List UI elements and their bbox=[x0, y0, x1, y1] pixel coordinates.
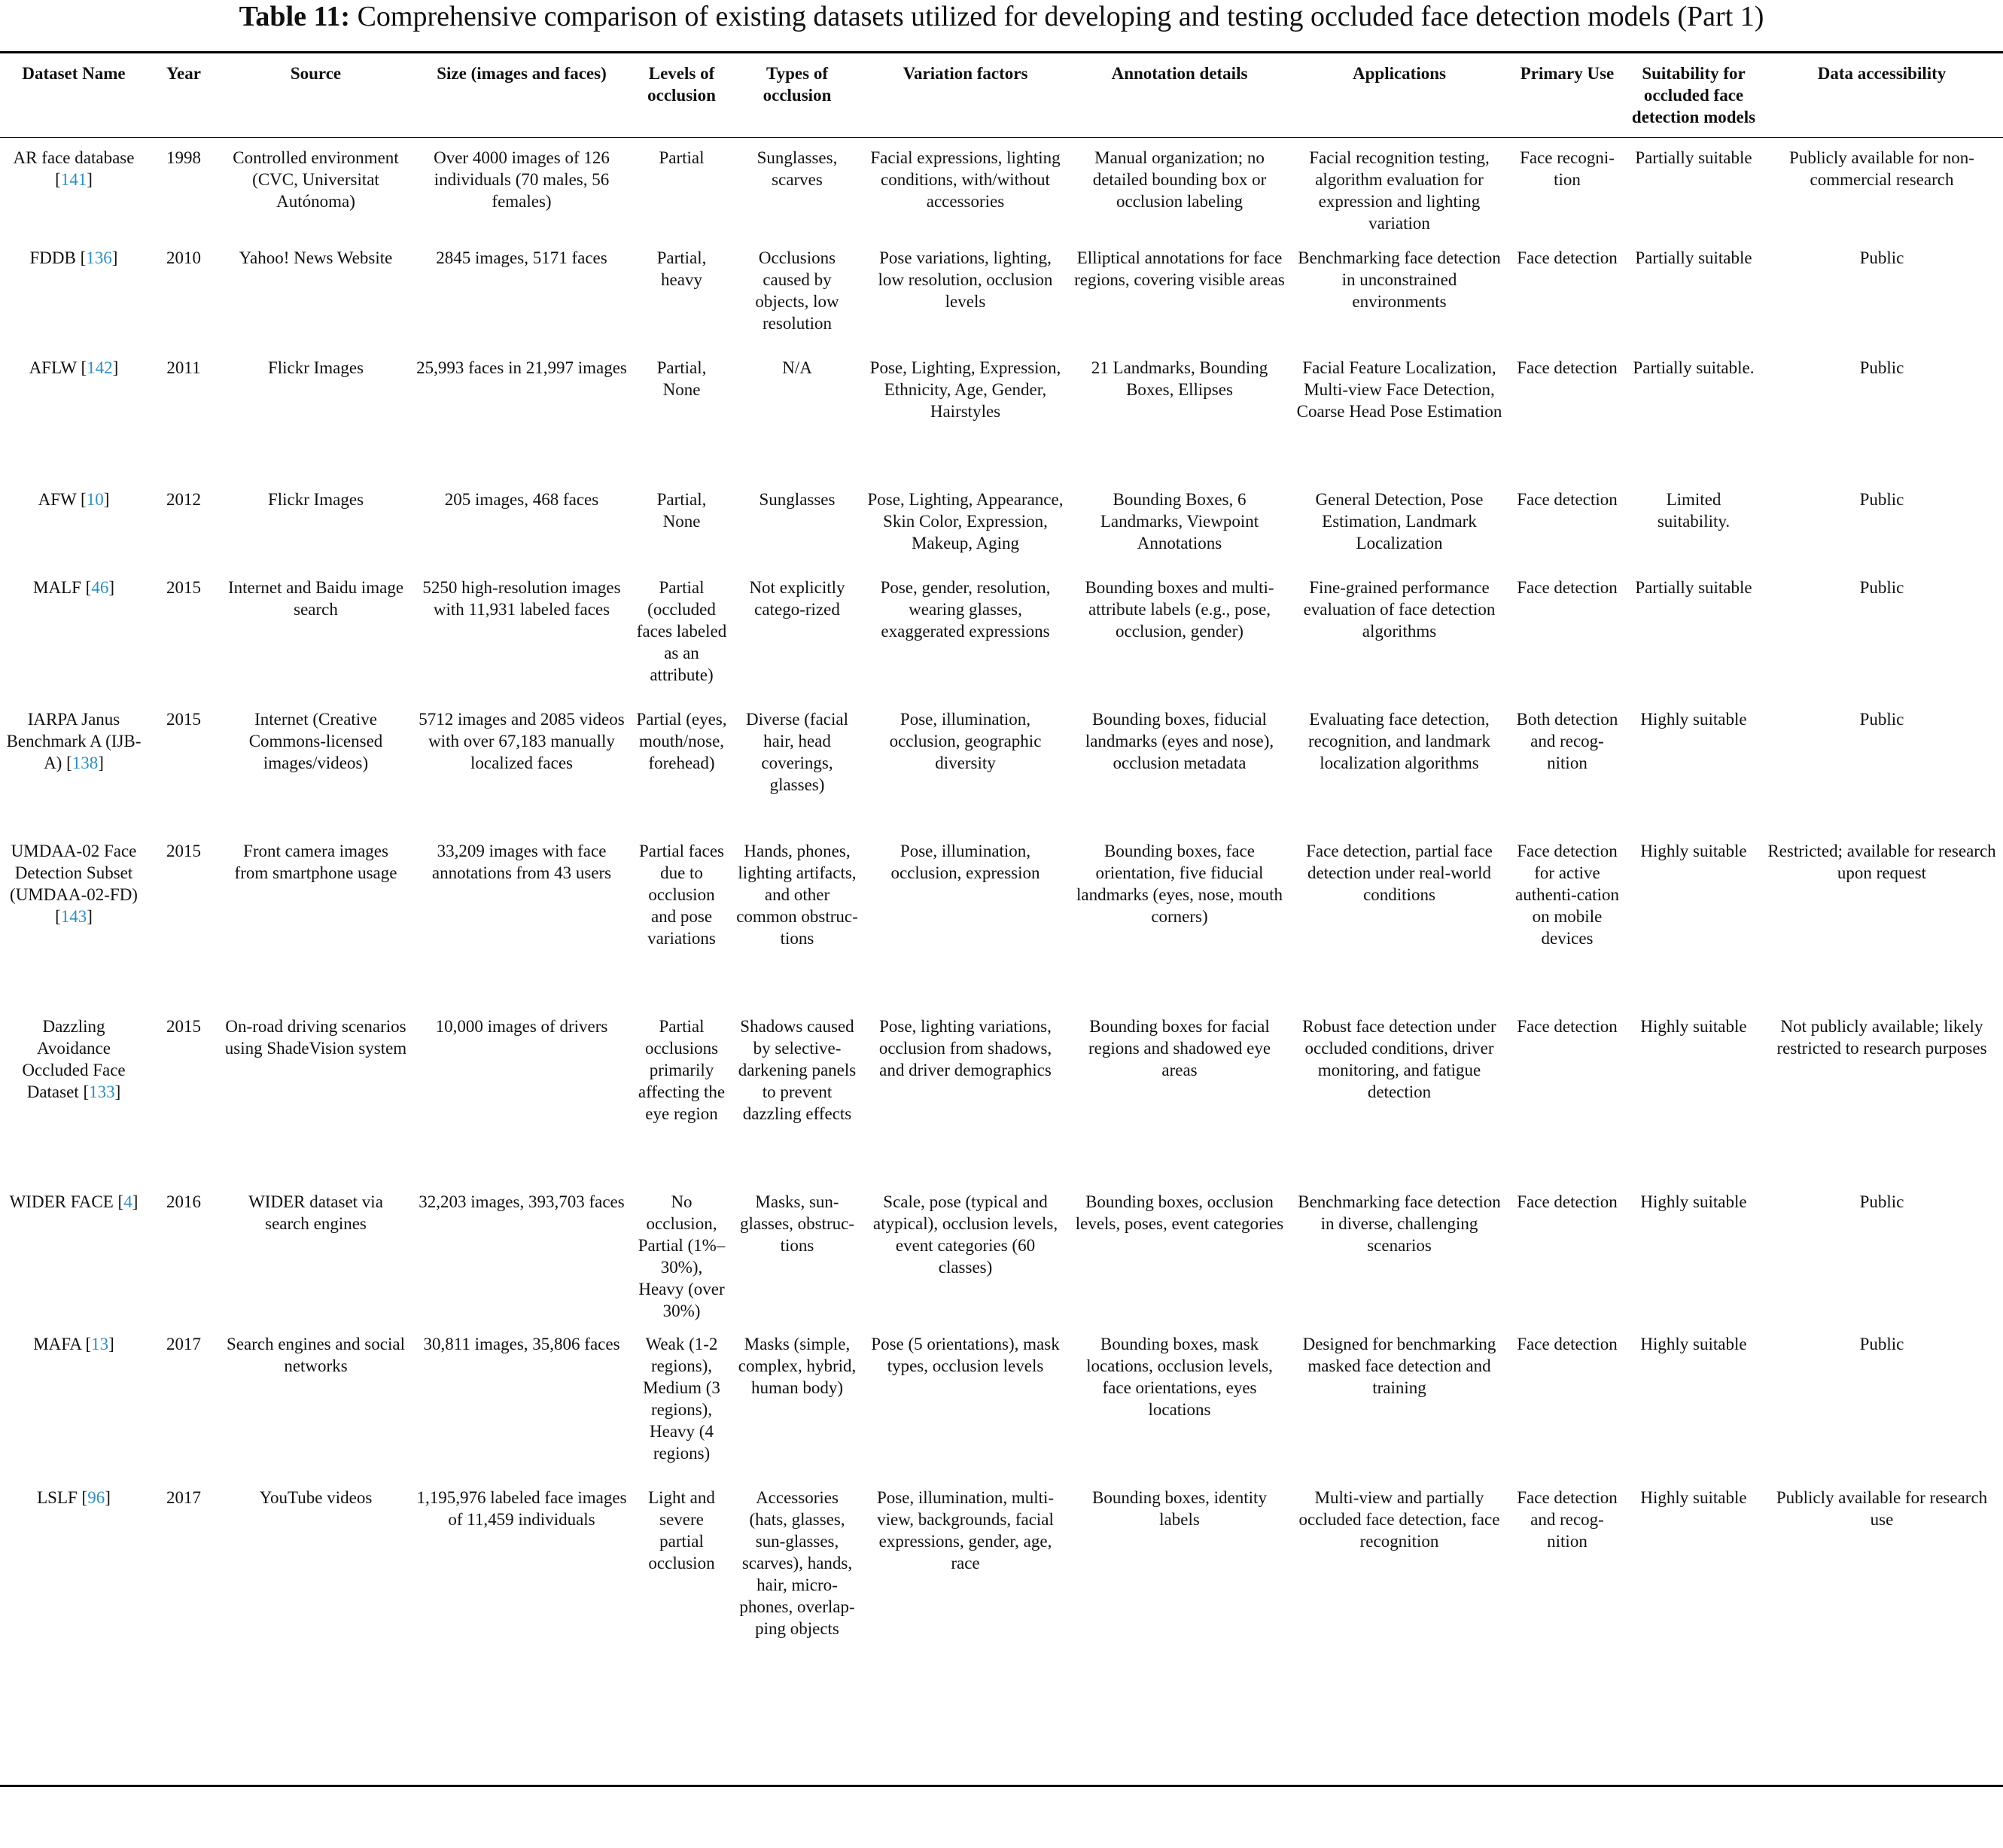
dataset-name-cell: Dazzling Avoidance Occluded Face Dataset [133] bbox=[22, 1016, 126, 1101]
table-caption-text: Comprehensive comparison of existing datasets utilized for developing and testing occluded face detection models (Part 1) bbox=[357, 1, 1764, 32]
occlusion-levels-cell: Partial, heavy bbox=[656, 248, 707, 289]
column-header-annotation-details: Annotation details bbox=[1111, 64, 1248, 83]
occlusion-types-cell: Shadows caused by selective-darkening panels to prevent dazzling effects bbox=[738, 1016, 857, 1123]
year-cell: 2010 bbox=[166, 248, 201, 267]
data-accessibility-cell: Public bbox=[1859, 1192, 1904, 1211]
citation-link[interactable]: 13 bbox=[91, 1334, 109, 1353]
occlusion-types-cell: N/A bbox=[782, 358, 812, 377]
annotation-details-cell: Manual organization; no detailed bounding box or occlusion labeling bbox=[1092, 148, 1267, 211]
data-accessibility-cell: Public bbox=[1859, 358, 1904, 377]
table-body bbox=[0, 138, 2003, 1786]
occlusion-levels-cell: Light and severe partial occlusion bbox=[648, 1487, 715, 1572]
citation-link[interactable]: 136 bbox=[86, 248, 112, 267]
annotation-details-cell: Bounding boxes for facial regions and shadowed eye areas bbox=[1088, 1016, 1271, 1079]
source-cell: Controlled environment (CVC, Universitat Autónoma) bbox=[233, 148, 399, 211]
source-cell: Flickr Images bbox=[267, 358, 364, 377]
annotation-details-cell: Bounding boxes, fiducial landmarks (eyes and nose), occlusion metadata bbox=[1085, 709, 1274, 772]
size-cell: 1,195,976 labeled face images of 11,459 individuals bbox=[416, 1487, 627, 1529]
source-cell: Yahoo! News Website bbox=[239, 248, 393, 267]
source-cell: Internet and Baidu image search bbox=[227, 577, 404, 619]
column-header-year: Year bbox=[166, 64, 201, 83]
applications-cell: Fine-grained performance evaluation of face detection algorithms bbox=[1303, 577, 1496, 641]
table-row bbox=[0, 840, 2003, 1015]
occlusion-levels-cell: Weak (1-2 regions), Medium (3 regions), Heavy (4 regions) bbox=[643, 1334, 720, 1463]
year-cell: 2015 bbox=[166, 841, 201, 860]
variation-factors-cell: Pose (5 orientations), mask types, occlusion levels bbox=[871, 1334, 1060, 1375]
size-cell: 10,000 images of drivers bbox=[435, 1016, 608, 1036]
primary-use-cell: Face detection bbox=[1517, 1192, 1618, 1211]
annotation-details-cell: Bounding boxes, occlusion levels, poses, event categories bbox=[1075, 1192, 1284, 1233]
occlusion-levels-cell: Partial, None bbox=[656, 489, 707, 531]
table-row bbox=[0, 489, 2003, 577]
occlusion-levels-cell: Partial bbox=[659, 148, 705, 167]
primary-use-cell: Face recogni-tion bbox=[1520, 148, 1615, 189]
applications-cell: Evaluating face detection, recognition, and landmark localization algorithms bbox=[1307, 709, 1491, 772]
source-cell: Front camera images from smartphone usage bbox=[234, 841, 397, 882]
citation-link[interactable]: 133 bbox=[89, 1082, 115, 1101]
column-header-dataset-name: Dataset Name bbox=[22, 64, 126, 83]
occlusion-types-cell: Not explicitly catego-rized bbox=[749, 577, 845, 619]
table-row bbox=[0, 1191, 2003, 1333]
size-cell: 2845 images, 5171 faces bbox=[436, 248, 607, 267]
suitability-cell: Partially suitable bbox=[1635, 248, 1752, 267]
occlusion-types-cell: Hands, phones, lighting artifacts, and other common obstruc-tions bbox=[736, 841, 858, 948]
source-cell: WIDER dataset via search engines bbox=[248, 1192, 383, 1233]
dataset-name: FDDB bbox=[29, 248, 76, 267]
variation-factors-cell: Pose, gender, resolution, wearing glasses, exaggerated expressions bbox=[880, 577, 1051, 641]
data-accessibility-cell: Not publicly available; likely restricted to research purposes bbox=[1776, 1016, 1987, 1058]
primary-use-cell: Both detection and recog-nition bbox=[1516, 709, 1618, 772]
primary-use-cell: Face detection bbox=[1517, 489, 1618, 509]
source-cell: Internet (Creative Commons-licensed images/videos) bbox=[248, 709, 383, 772]
table-row bbox=[0, 247, 2003, 357]
year-cell: 2015 bbox=[166, 577, 201, 597]
column-header-size: Size (images and faces) bbox=[437, 64, 607, 83]
suitability-cell: Highly suitable bbox=[1640, 1192, 1747, 1211]
table-caption-label: Table 11: bbox=[239, 1, 351, 32]
size-cell: 5712 images and 2085 videos with over 67,183 manually localized faces bbox=[419, 709, 625, 772]
source-cell: On-road driving scenarios using ShadeVision system bbox=[224, 1016, 407, 1058]
size-cell: 30,811 images, 35,806 faces bbox=[423, 1334, 620, 1353]
variation-factors-cell: Pose, illumination, occlusion, expression bbox=[890, 841, 1040, 882]
primary-use-cell: Face detection bbox=[1517, 248, 1618, 267]
dataset-name: AFW bbox=[38, 489, 77, 509]
year-cell: 1998 bbox=[166, 148, 201, 167]
citation-link[interactable]: 138 bbox=[72, 753, 99, 772]
table-row bbox=[0, 357, 2003, 489]
column-header-data-accessibility: Data accessibility bbox=[1817, 64, 1947, 83]
occlusion-types-cell: Masks, sun-glasses, obstruc-tions bbox=[739, 1192, 855, 1255]
primary-use-cell: Face detection bbox=[1517, 577, 1618, 597]
occlusion-types-cell: Occlusions caused by objects, low resolution bbox=[755, 248, 839, 333]
dataset-name-cell: MAFA [13] bbox=[33, 1334, 114, 1353]
primary-use-cell: Face detection and recog-nition bbox=[1517, 1487, 1618, 1551]
size-cell: 205 images, 468 faces bbox=[444, 489, 599, 509]
dataset-name-cell: IARPA Janus Benchmark A (IJB-A) [138] bbox=[6, 709, 142, 772]
occlusion-levels-cell: No occlusion, Partial (1%–30%), Heavy (over 30%) bbox=[638, 1192, 726, 1320]
dataset-comparison-table bbox=[0, 51, 2003, 1787]
source-cell: Flickr Images bbox=[267, 489, 364, 509]
table-header bbox=[0, 53, 2003, 138]
variation-factors-cell: Pose, illumination, occlusion, geographic diversity bbox=[889, 709, 1042, 772]
table-row bbox=[0, 1333, 2003, 1487]
data-accessibility-cell: Publicly available for non-commercial research bbox=[1789, 148, 1974, 189]
occlusion-types-cell: Sunglasses bbox=[759, 489, 836, 509]
column-header-types-of-occlusion: Types of occlusion bbox=[763, 64, 832, 105]
citation-link[interactable]: 141 bbox=[60, 170, 87, 189]
primary-use-cell: Face detection bbox=[1517, 358, 1618, 377]
applications-cell: Multi-view and partially occluded face detection, face recognition bbox=[1298, 1487, 1500, 1551]
suitability-cell: Partially suitable bbox=[1635, 148, 1752, 167]
column-header-source: Source bbox=[290, 64, 342, 83]
occlusion-levels-cell: Partial (occluded faces labeled as an attribute) bbox=[636, 577, 727, 684]
annotation-details-cell: Bounding Boxes, 6 Landmarks, Viewpoint Annotations bbox=[1100, 489, 1259, 553]
size-cell: 25,993 faces in 21,997 images bbox=[416, 358, 627, 377]
column-header-variation-factors: Variation factors bbox=[903, 64, 1028, 83]
annotation-details-cell: Elliptical annotations for face regions, covering visible areas bbox=[1074, 248, 1285, 289]
data-accessibility-cell: Restricted; available for research upon request bbox=[1767, 841, 1996, 882]
suitability-cell: Partially suitable. bbox=[1633, 358, 1755, 377]
size-cell: 5250 high-resolution images with 11,931 labeled faces bbox=[422, 577, 621, 619]
table-row bbox=[0, 138, 2003, 247]
occlusion-types-cell: Diverse (facial hair, head coverings, glasses) bbox=[745, 709, 848, 794]
dataset-name: UMDAA-02 Face Detection Subset (UMDAA-02-FD) bbox=[10, 841, 138, 904]
applications-cell: General Detection, Pose Estimation, Landmark Localization bbox=[1315, 489, 1484, 553]
annotation-details-cell: Bounding boxes and multi-attribute labels (e.g., pose, occlusion, gender) bbox=[1085, 577, 1274, 641]
column-header-primary-use: Primary Use bbox=[1520, 64, 1615, 83]
variation-factors-cell: Pose, illumination, multi-view, backgrounds, facial expressions, gender, age, race bbox=[876, 1487, 1055, 1572]
applications-cell: Benchmarking face detection in unconstrained environments bbox=[1298, 248, 1501, 311]
dataset-name-cell: AFLW [142] bbox=[29, 358, 119, 377]
citation-link[interactable]: 96 bbox=[87, 1487, 105, 1507]
annotation-details-cell: Bounding boxes, face orientation, five fiducial landmarks (eyes, nose, mouth corners) bbox=[1076, 841, 1283, 926]
dataset-name-cell: WIDER FACE [4] bbox=[9, 1192, 139, 1211]
table-row bbox=[0, 708, 2003, 840]
size-cell: 33,209 images with face annotations from 43 users bbox=[431, 841, 612, 882]
data-accessibility-cell: Public bbox=[1859, 577, 1904, 597]
suitability-cell: Highly suitable bbox=[1640, 841, 1747, 860]
data-accessibility-cell: Public bbox=[1859, 248, 1904, 267]
year-cell: 2016 bbox=[166, 1192, 201, 1211]
source-cell: Search engines and social networks bbox=[227, 1334, 405, 1375]
dataset-name: MALF bbox=[33, 577, 81, 597]
occlusion-levels-cell: Partial occlusions primarily affecting the eye region bbox=[638, 1016, 726, 1123]
applications-cell: Robust face detection under occluded conditions, driver monitoring, and fatigue detection bbox=[1302, 1016, 1496, 1101]
data-accessibility-cell: Publicly available for research use bbox=[1776, 1487, 1988, 1529]
table-row bbox=[0, 1015, 2003, 1191]
dataset-name: WIDER FACE bbox=[9, 1192, 114, 1211]
column-header-suitability: Suitability for occluded face detection models bbox=[1631, 64, 1756, 126]
occlusion-types-cell: Masks (simple, complex, hybrid, human body) bbox=[738, 1334, 857, 1397]
occlusion-levels-cell: Partial faces due to occlusion and pose variations bbox=[638, 841, 725, 948]
primary-use-cell: Face detection bbox=[1517, 1016, 1618, 1036]
applications-cell: Face detection, partial face detection under real-world conditions bbox=[1306, 841, 1493, 904]
year-cell: 2017 bbox=[166, 1487, 201, 1507]
dataset-name: IARPA Janus Benchmark A (IJB-A) bbox=[6, 709, 142, 772]
suitability-cell: Highly suitable bbox=[1640, 1334, 1747, 1353]
occlusion-levels-cell: Partial (eyes, mouth/nose, forehead) bbox=[636, 709, 727, 772]
dataset-name: LSLF bbox=[37, 1487, 78, 1507]
applications-cell: Facial recognition testing, algorithm evaluation for expression and lighting variation bbox=[1309, 148, 1490, 233]
variation-factors-cell: Pose, Lighting, Appearance, Skin Color, Expression, Makeup, Aging bbox=[867, 489, 1064, 553]
applications-cell: Designed for benchmarking masked face detection and training bbox=[1302, 1334, 1496, 1397]
primary-use-cell: Face detection for active authenti-cation on mobile devices bbox=[1515, 841, 1619, 948]
data-accessibility-cell: Public bbox=[1859, 709, 1904, 729]
dataset-name-cell: AR face database [141] bbox=[13, 148, 135, 189]
variation-factors-cell: Facial expressions, lighting conditions, with/without accessories bbox=[870, 148, 1061, 211]
annotation-details-cell: 21 Landmarks, Bounding Boxes, Ellipses bbox=[1091, 358, 1268, 399]
suitability-cell: Highly suitable bbox=[1640, 1016, 1747, 1036]
year-cell: 2015 bbox=[166, 709, 201, 729]
applications-cell: Benchmarking face detection in diverse, challenging scenarios bbox=[1298, 1192, 1501, 1255]
applications-cell: Facial Feature Localization, Multi-view Face Detection, Coarse Head Pose Estimation bbox=[1296, 358, 1502, 421]
annotation-details-cell: Bounding boxes, identity labels bbox=[1092, 1487, 1267, 1529]
size-cell: 32,203 images, 393,703 faces bbox=[419, 1192, 625, 1211]
citation-link[interactable]: 143 bbox=[60, 906, 87, 926]
data-accessibility-cell: Public bbox=[1859, 1334, 1904, 1353]
citation-link[interactable]: 10 bbox=[86, 489, 104, 509]
citation-link[interactable]: 46 bbox=[91, 577, 109, 597]
dataset-name-cell: FDDB [136] bbox=[29, 248, 118, 267]
suitability-cell: Highly suitable bbox=[1640, 1487, 1747, 1507]
dataset-name-cell: UMDAA-02 Face Detection Subset (UMDAA-02-FD) [143] bbox=[10, 841, 138, 926]
table-caption bbox=[0, 0, 2003, 36]
variation-factors-cell: Pose, lighting variations, occlusion from shadows, and driver demographics bbox=[878, 1016, 1052, 1079]
primary-use-cell: Face detection bbox=[1517, 1334, 1618, 1353]
suitability-cell: Limited suitability. bbox=[1657, 489, 1731, 531]
year-cell: 2012 bbox=[166, 489, 201, 509]
source-cell: YouTube videos bbox=[259, 1487, 373, 1507]
dataset-name: AR face database bbox=[13, 148, 135, 167]
citation-link[interactable]: 142 bbox=[87, 358, 113, 377]
dataset-name: Dazzling Avoidance Occluded Face Dataset bbox=[22, 1016, 126, 1101]
dataset-name-cell: MALF [46] bbox=[33, 577, 114, 597]
annotation-details-cell: Bounding boxes, mask locations, occlusion levels, face orientations, eyes locations bbox=[1086, 1334, 1273, 1419]
variation-factors-cell: Scale, pose (typical and atypical), occlusion levels, event categories (60 classes) bbox=[872, 1192, 1058, 1277]
column-header-levels-of-occlusion: Levels of occlusion bbox=[647, 64, 716, 105]
variation-factors-cell: Pose variations, lighting, low resolution, occlusion levels bbox=[878, 248, 1053, 311]
dataset-name: MAFA bbox=[33, 1334, 81, 1353]
citation-link[interactable]: 4 bbox=[123, 1192, 132, 1211]
suitability-cell: Highly suitable bbox=[1640, 709, 1747, 729]
occlusion-levels-cell: Partial, None bbox=[656, 358, 707, 399]
suitability-cell: Partially suitable bbox=[1635, 577, 1752, 597]
occlusion-types-cell: Sunglasses, scarves bbox=[756, 148, 838, 189]
year-cell: 2015 bbox=[166, 1016, 201, 1036]
size-cell: Over 4000 images of 126 individuals (70 males, 56 females) bbox=[434, 148, 610, 211]
year-cell: 2011 bbox=[166, 358, 201, 377]
dataset-name-cell: AFW [10] bbox=[38, 489, 110, 509]
occlusion-types-cell: Accessories (hats, glasses, sun-glasses, scarves), hands, hair, micro-phones, overlap-ping objects bbox=[739, 1487, 855, 1638]
dataset-name-cell: LSLF [96] bbox=[37, 1487, 111, 1507]
variation-factors-cell: Pose, Lighting, Expression, Ethnicity, Age, Gender, Hairstyles bbox=[869, 358, 1061, 421]
year-cell: 2017 bbox=[166, 1334, 201, 1353]
data-accessibility-cell: Public bbox=[1859, 489, 1904, 509]
table-row bbox=[0, 1487, 2003, 1786]
dataset-name: AFLW bbox=[29, 358, 77, 377]
column-header-applications: Applications bbox=[1353, 64, 1446, 83]
table-row bbox=[0, 577, 2003, 708]
